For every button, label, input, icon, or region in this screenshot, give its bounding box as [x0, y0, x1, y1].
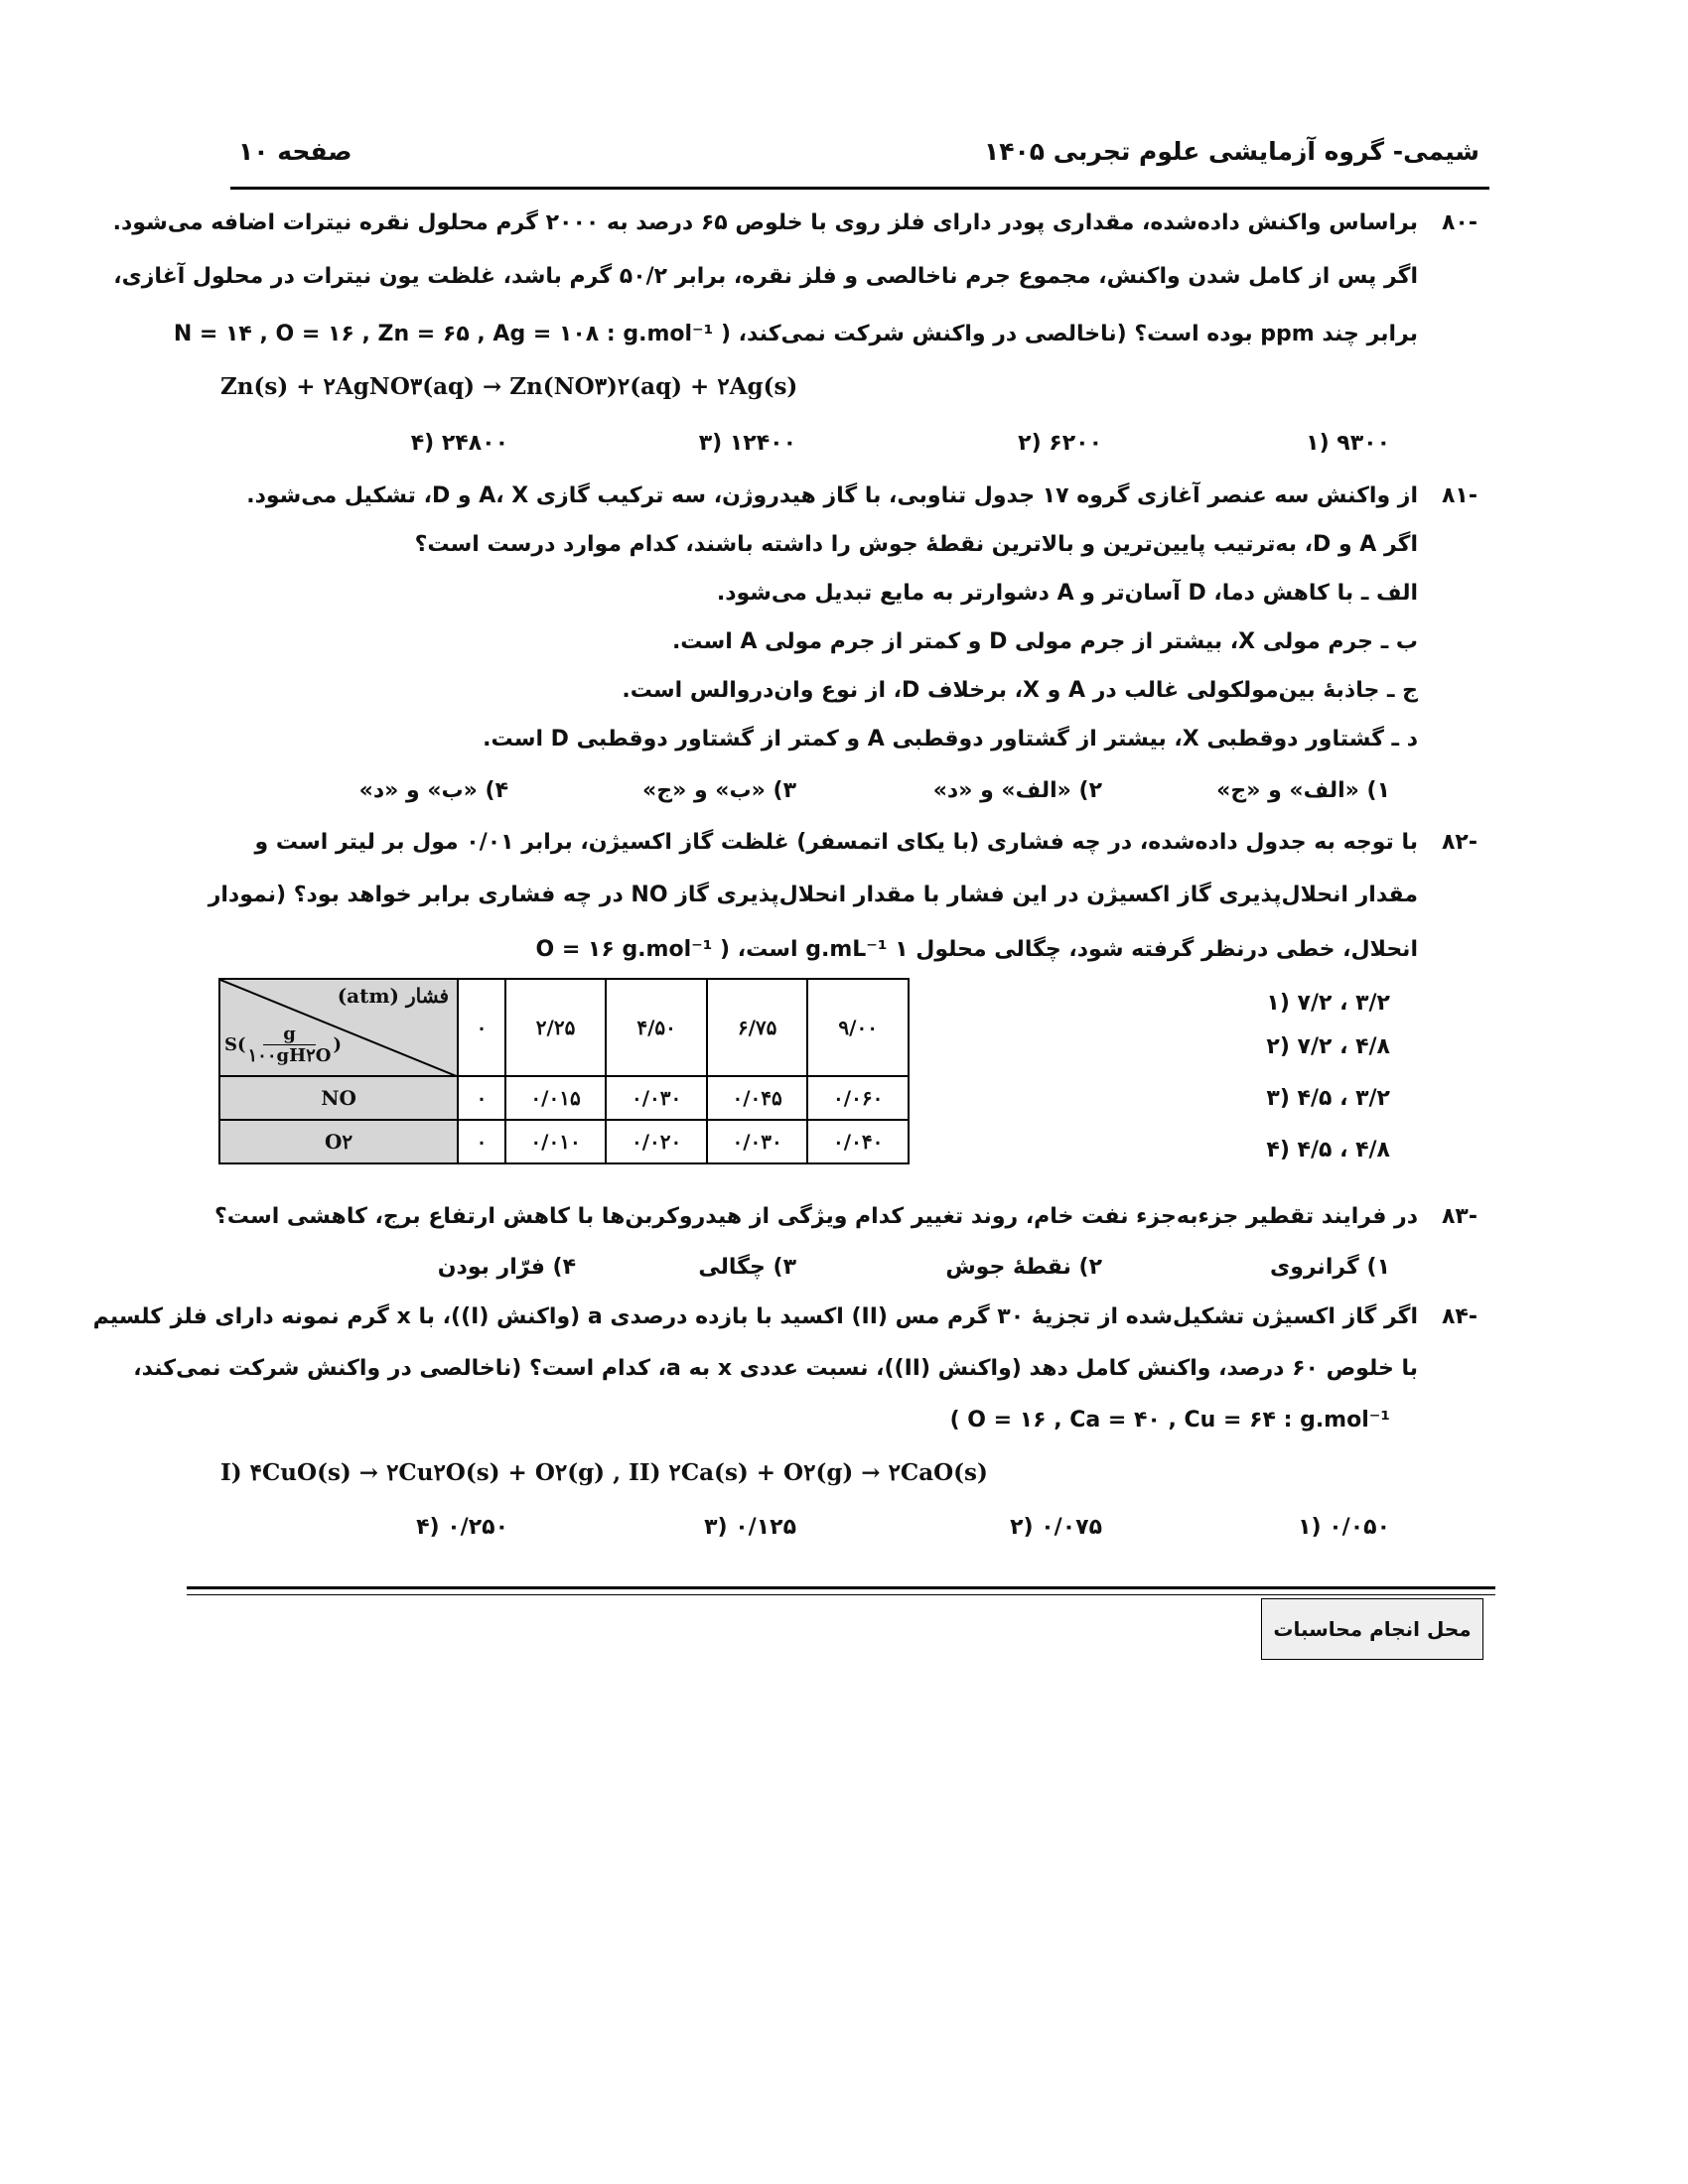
- pressure-cell: ۶/۷۵: [707, 979, 808, 1076]
- question-81-statement-b: ب ـ جرم مولی X، بیشتر از جرم مولی D و کمتر از جرم مولی A است.: [671, 629, 1418, 654]
- row-label-no: NO: [219, 1076, 458, 1120]
- solubility-cell: ۰/۰۳۰: [606, 1076, 707, 1120]
- question-81-statement-a: الف ـ با کاهش دما، D آسان‌تر و A دشوارتر به مایع تبدیل می‌شود.: [716, 581, 1418, 606]
- question-83-number: ۸۳-: [1442, 1204, 1477, 1229]
- question-82-option-3: ۳) ۴/۵ ، ۳/۲: [1266, 1086, 1390, 1111]
- table-corner-header: [219, 979, 458, 1076]
- table-row-no: [219, 1076, 909, 1120]
- question-82-line-1: با توجه به جدول داده‌شده، در چه فشاری (با یکای اتمسفر) غلظت گاز اکسیژن، برابر ۰/۰۱ مول بر لیتر است و: [254, 830, 1418, 855]
- solubility-cell: ۰/۰۱۰: [505, 1120, 607, 1163]
- question-84-line-1: اگر گاز اکسیژن تشکیل‌شده از تجزیهٔ ۳۰ گرم مس (II) اکسید با بازده درصدی a (واکنش (I))، با x گرم نمونه دارای فلز کلسیم: [92, 1304, 1418, 1329]
- solubility-cell: ۰/۰۱۵: [505, 1076, 607, 1120]
- question-81-number: ۸۱-: [1442, 483, 1477, 508]
- solubility-cell: ۰/۰۲۰: [606, 1120, 707, 1163]
- question-82-option-2: ۲) ۷/۲ ، ۴/۸: [1266, 1034, 1390, 1059]
- question-81-statement-d: د ـ گشتاور دوقطبی X، بیشتر از گشتاور دوقطبی A و کمتر از گشتاور دوقطبی D است.: [483, 727, 1418, 751]
- question-81-line-1: از واکنش سه عنصر آغازی گروه ۱۷ جدول تناوبی، با گاز هیدروژن، سه ترکیب گازی A، X و D، تشکیل می‌شود.: [246, 483, 1418, 508]
- question-80-option-3: ۳) ۱۲۴۰۰: [698, 431, 796, 456]
- solubility-cell: ۰: [458, 1120, 505, 1163]
- header-divider: [230, 187, 1489, 190]
- pressure-cell: ۲/۲۵: [505, 979, 607, 1076]
- question-80-line-2: اگر پس از کامل شدن واکنش، مجموع جرم ناخالصی و فلز نقره، برابر ۵۰/۲ گرم باشد، غلظت یون نیترات در محلول آغازی،: [113, 264, 1418, 289]
- solubility-cell: ۰/۰۴۰: [807, 1120, 909, 1163]
- question-82-line-3: انحلال، خطی درنظر گرفته شود، چگالی محلول ۱ g.mL⁻¹ است، ( O = ۱۶ g.mol⁻¹: [535, 937, 1418, 962]
- question-84-line-3: ( O = ۱۶ , Ca = ۴۰ , Cu = ۶۴ : g.mol⁻¹: [949, 1408, 1390, 1433]
- question-80-option-2: ۲) ۶۲۰۰: [1018, 431, 1102, 456]
- question-81-line-2: اگر A و D، به‌ترتیب پایین‌ترین و بالاترین نقطهٔ جوش را داشته باشند، کدام موارد درست است؟: [414, 532, 1418, 557]
- solubility-symbol: S(: [224, 1034, 246, 1055]
- question-80-equation: Zn(s) + ۲AgNO۳(aq) → Zn(NO۳)۲(aq) + ۲Ag(s): [220, 373, 798, 400]
- question-83-option-2: ۲) نقطهٔ جوش: [945, 1255, 1102, 1280]
- question-84-number: ۸۴-: [1442, 1304, 1477, 1329]
- question-80-line-3: برابر چند ppm بوده است؟ (ناخالصی در واکنش شرکت نمی‌کند، ( N = ۱۴ , O = ۱۶ , Zn = ۶۵ , Ag = ۱۰۸ : g.mol⁻¹: [173, 322, 1418, 346]
- question-81-option-1: ۱) «الف» و «ج»: [1216, 778, 1390, 803]
- question-82-option-1: ۱) ۷/۲ ، ۳/۲: [1266, 991, 1390, 1016]
- footer-divider-bottom: [187, 1594, 1495, 1595]
- question-83-option-4: ۴) فرّار بودن: [437, 1255, 576, 1280]
- question-84-equations: I) ۴CuO(s) → ۲Cu۲O(s) + O۲(g) , II) ۲Ca(s) + O۲(g) → ۲CaO(s): [220, 1459, 988, 1486]
- solubility-unit-numerator: g: [263, 1024, 316, 1045]
- question-83-line-1: در فرایند تقطیر جزء‌به‌جزء نفت خام، روند تغییر کدام ویژگی از هیدروکربن‌ها با کاهش ارتفاع برج، کاهشی است؟: [214, 1204, 1418, 1229]
- calculation-area-label: محل انجام محاسبات: [1273, 1617, 1472, 1641]
- solubility-cell: ۰/۰۴۵: [707, 1076, 808, 1120]
- question-84-option-1: ۱) ۰/۰۵۰: [1298, 1515, 1390, 1540]
- solubility-cell: ۰/۰۳۰: [707, 1120, 808, 1163]
- question-80-option-1: ۱) ۹۳۰۰: [1306, 431, 1390, 456]
- question-84-option-4: ۴) ۰/۲۵۰: [416, 1515, 508, 1540]
- question-82-option-4: ۴) ۴/۵ ، ۴/۸: [1266, 1138, 1390, 1162]
- question-80-option-4: ۴) ۲۴۸۰۰: [410, 431, 508, 456]
- question-81-option-4: ۴) «ب» و «د»: [358, 778, 508, 803]
- solubility-symbol-close: ): [333, 1034, 342, 1055]
- question-84-line-2: با خلوص ۶۰ درصد، واکنش کامل دهد (واکنش (II))، نسبت عددی x به a، کدام است؟ (ناخالصی در واکنش شرکت نمی‌کند،: [133, 1356, 1418, 1381]
- question-80-line-1: براساس واکنش داده‌شده، مقداری پودر دارای فلز روی با خلوص ۶۵ درصد به ۲۰۰۰ گرم محلول نقره نیترات اضافه می‌شود.: [112, 210, 1418, 235]
- calculation-area-box: [1261, 1598, 1483, 1660]
- table-corner-solubility-label: [224, 1024, 342, 1066]
- question-84-option-3: ۳) ۰/۱۲۵: [704, 1515, 796, 1540]
- question-80-number: ۸۰-: [1442, 210, 1477, 235]
- page-number: صفحه ۱۰: [238, 137, 352, 166]
- question-81-statement-c: ج ـ جاذبهٔ بین‌مولکولی غالب در A و X، برخلاف D، از نوع وان‌دروالس است.: [622, 678, 1418, 703]
- pressure-cell: ۴/۵۰: [606, 979, 707, 1076]
- solubility-cell: ۰: [458, 1076, 505, 1120]
- row-label-o2: O۲: [219, 1120, 458, 1163]
- footer-divider-top: [187, 1586, 1495, 1589]
- question-83-option-3: ۳) چگالی: [698, 1255, 796, 1280]
- question-82-line-2: مقدار انحلال‌پذیری گاز اکسیژن در این فشار با مقدار انحلال‌پذیری گاز NO در چه فشاری برابر خواهد بود؟ (نمودار: [208, 883, 1418, 907]
- question-81-option-2: ۲) «الف» و «د»: [932, 778, 1102, 803]
- question-81-option-3: ۳) «ب» و «ج»: [642, 778, 796, 803]
- table-corner-pressure-label: فشار (atm): [337, 984, 450, 1008]
- question-84-option-2: ۲) ۰/۰۷۵: [1010, 1515, 1102, 1540]
- pressure-cell: ۹/۰۰: [807, 979, 909, 1076]
- question-82-number: ۸۲-: [1442, 830, 1477, 855]
- page-header-title: شیمی- گروه آزمایشی علوم تجربی ۱۴۰۵: [983, 137, 1479, 166]
- question-83-option-1: ۱) گرانروی: [1270, 1255, 1390, 1280]
- solubility-unit-denominator: ۱۰۰gH۲O: [247, 1045, 332, 1066]
- table-row-o2: [219, 1120, 909, 1163]
- solubility-cell: ۰/۰۶۰: [807, 1076, 909, 1120]
- solubility-table: [218, 978, 910, 1164]
- pressure-cell: ۰: [458, 979, 505, 1076]
- solubility-unit-fraction: [248, 1024, 332, 1066]
